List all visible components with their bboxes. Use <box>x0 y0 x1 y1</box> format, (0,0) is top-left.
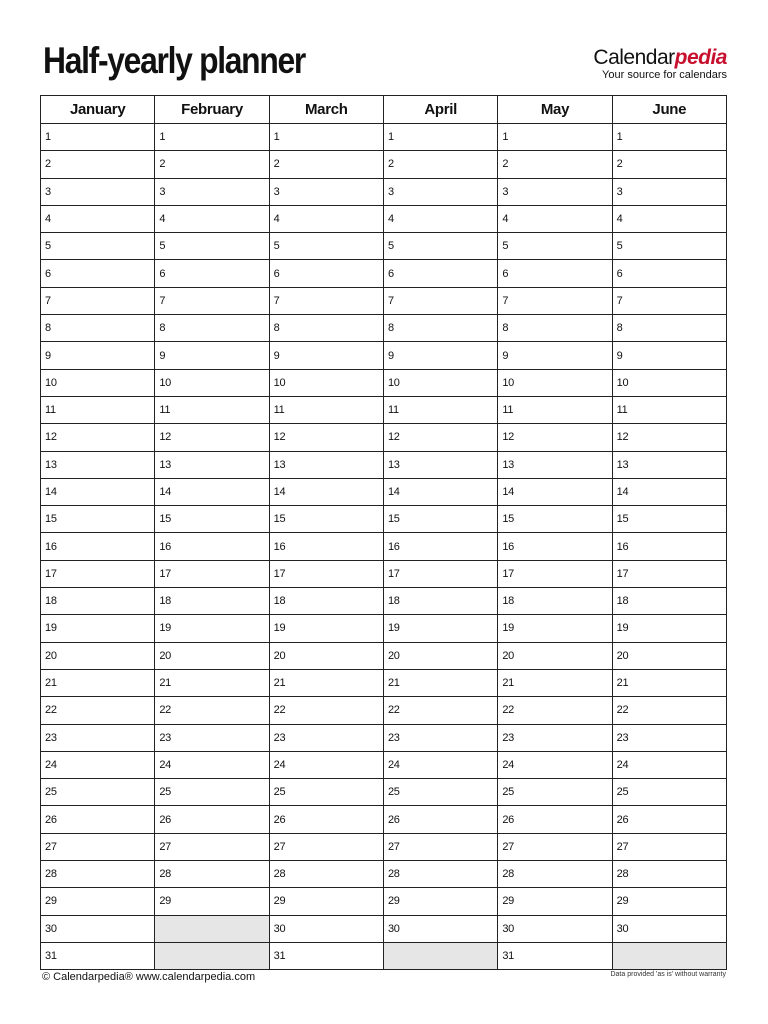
day-cell: 11 <box>612 396 726 423</box>
month-header-may: May <box>498 96 612 124</box>
day-cell: 7 <box>612 287 726 314</box>
planner-table <box>40 95 727 970</box>
day-cell: 20 <box>269 642 383 669</box>
day-cell: 15 <box>498 506 612 533</box>
day-cell: 28 <box>155 861 269 888</box>
day-cell: 24 <box>383 751 497 778</box>
brand-name-plain: Calendar <box>593 46 675 69</box>
day-cell: 20 <box>612 642 726 669</box>
day-cell: 19 <box>155 615 269 642</box>
day-cell: 20 <box>383 642 497 669</box>
day-cell: 26 <box>269 806 383 833</box>
brand-tagline: Your source for calendars <box>602 69 727 81</box>
table-row <box>41 151 727 178</box>
day-cell: 29 <box>383 888 497 915</box>
day-cell: 9 <box>155 342 269 369</box>
day-cell: 6 <box>498 260 612 287</box>
day-cell: 21 <box>383 669 497 696</box>
day-cell: 30 <box>612 915 726 942</box>
day-cell: 4 <box>155 205 269 232</box>
day-cell: 6 <box>155 260 269 287</box>
day-cell: 18 <box>383 588 497 615</box>
table-row <box>41 205 727 232</box>
day-cell: 10 <box>269 369 383 396</box>
day-cell: 3 <box>269 178 383 205</box>
day-cell: 23 <box>383 724 497 751</box>
day-cell: 14 <box>612 478 726 505</box>
day-cell: 6 <box>41 260 155 287</box>
day-cell: 1 <box>41 124 155 151</box>
day-cell: 28 <box>498 861 612 888</box>
day-cell: 3 <box>498 178 612 205</box>
day-cell: 12 <box>269 424 383 451</box>
month-header-march: March <box>269 96 383 124</box>
day-cell: 16 <box>612 533 726 560</box>
table-row <box>41 506 727 533</box>
day-cell: 25 <box>612 779 726 806</box>
table-row <box>41 669 727 696</box>
day-cell: 24 <box>41 751 155 778</box>
day-cell: 6 <box>612 260 726 287</box>
day-cell: 19 <box>383 615 497 642</box>
day-cell: 15 <box>155 506 269 533</box>
day-cell: 31 <box>269 942 383 969</box>
day-cell: 22 <box>383 697 497 724</box>
day-cell: 14 <box>269 478 383 505</box>
day-cell: 22 <box>612 697 726 724</box>
day-cell: 13 <box>41 451 155 478</box>
day-cell: 30 <box>41 915 155 942</box>
day-cell: 12 <box>612 424 726 451</box>
table-row <box>41 124 727 151</box>
day-cell: 17 <box>498 560 612 587</box>
day-cell: 27 <box>269 833 383 860</box>
day-cell: 12 <box>498 424 612 451</box>
day-cell: 8 <box>383 315 497 342</box>
day-cell: 24 <box>612 751 726 778</box>
day-cell: 3 <box>612 178 726 205</box>
day-cell: 27 <box>41 833 155 860</box>
brand-name <box>593 46 727 70</box>
day-cell: 23 <box>41 724 155 751</box>
month-header-april: April <box>383 96 497 124</box>
day-cell: 2 <box>498 151 612 178</box>
day-cell: 29 <box>41 888 155 915</box>
day-cell: 14 <box>498 478 612 505</box>
day-cell: 23 <box>155 724 269 751</box>
day-cell: 12 <box>383 424 497 451</box>
month-header-row <box>41 96 727 124</box>
day-cell: 6 <box>269 260 383 287</box>
day-cell: 10 <box>41 369 155 396</box>
day-cell: 16 <box>155 533 269 560</box>
day-cell: 10 <box>155 369 269 396</box>
day-cell: 9 <box>612 342 726 369</box>
day-cell: 1 <box>269 124 383 151</box>
day-cell: 11 <box>155 396 269 423</box>
day-cell: 7 <box>269 287 383 314</box>
table-row <box>41 478 727 505</box>
day-cell: 22 <box>498 697 612 724</box>
table-row <box>41 287 727 314</box>
day-cell: 5 <box>383 233 497 260</box>
day-cell: 7 <box>155 287 269 314</box>
day-cell: 7 <box>498 287 612 314</box>
day-cell: 27 <box>155 833 269 860</box>
day-cell: 8 <box>269 315 383 342</box>
table-row <box>41 861 727 888</box>
day-cell: 8 <box>41 315 155 342</box>
day-cell: 13 <box>383 451 497 478</box>
day-cell: 16 <box>383 533 497 560</box>
footer-disclaimer: Data provided 'as is' without warranty <box>610 971 726 978</box>
day-cell: 30 <box>269 915 383 942</box>
day-cell: 17 <box>612 560 726 587</box>
table-row <box>41 588 727 615</box>
table-row <box>41 724 727 751</box>
day-cell: 8 <box>155 315 269 342</box>
day-cell: 24 <box>269 751 383 778</box>
day-cell: 9 <box>498 342 612 369</box>
day-cell: 27 <box>612 833 726 860</box>
day-cell: 7 <box>41 287 155 314</box>
day-cell: 21 <box>41 669 155 696</box>
day-cell: 15 <box>612 506 726 533</box>
day-cell: 17 <box>383 560 497 587</box>
blank-day-cell <box>612 942 726 969</box>
day-cell: 24 <box>498 751 612 778</box>
day-cell: 20 <box>498 642 612 669</box>
table-row <box>41 697 727 724</box>
day-cell: 23 <box>498 724 612 751</box>
day-cell: 2 <box>383 151 497 178</box>
table-row <box>41 315 727 342</box>
day-cell: 31 <box>498 942 612 969</box>
day-cell: 16 <box>41 533 155 560</box>
day-cell: 15 <box>41 506 155 533</box>
day-cell: 4 <box>498 205 612 232</box>
day-cell: 25 <box>41 779 155 806</box>
day-cell: 29 <box>612 888 726 915</box>
footer-copyright: © Calendarpedia® www.calendarpedia.com <box>42 971 256 983</box>
day-cell: 18 <box>269 588 383 615</box>
table-row <box>41 233 727 260</box>
table-row <box>41 888 727 915</box>
day-cell: 30 <box>383 915 497 942</box>
day-cell: 12 <box>155 424 269 451</box>
day-cell: 24 <box>155 751 269 778</box>
day-cell: 11 <box>269 396 383 423</box>
day-cell: 3 <box>155 178 269 205</box>
day-cell: 4 <box>612 205 726 232</box>
day-cell: 21 <box>155 669 269 696</box>
day-cell: 29 <box>498 888 612 915</box>
day-cell: 20 <box>155 642 269 669</box>
table-row <box>41 779 727 806</box>
blank-day-cell <box>155 915 269 942</box>
day-cell: 22 <box>155 697 269 724</box>
day-cell: 15 <box>269 506 383 533</box>
day-cell: 3 <box>383 178 497 205</box>
day-cell: 7 <box>383 287 497 314</box>
day-cell: 2 <box>155 151 269 178</box>
day-cell: 5 <box>155 233 269 260</box>
table-row <box>41 642 727 669</box>
month-header-january: January <box>41 96 155 124</box>
day-cell: 25 <box>498 779 612 806</box>
table-row <box>41 178 727 205</box>
day-cell: 31 <box>41 942 155 969</box>
day-cell: 21 <box>612 669 726 696</box>
table-row <box>41 915 727 942</box>
table-row <box>41 942 727 969</box>
day-cell: 10 <box>383 369 497 396</box>
day-cell: 2 <box>41 151 155 178</box>
day-cell: 3 <box>41 178 155 205</box>
day-cell: 5 <box>269 233 383 260</box>
day-cell: 21 <box>498 669 612 696</box>
day-cell: 28 <box>383 861 497 888</box>
day-cell: 26 <box>155 806 269 833</box>
day-cell: 19 <box>498 615 612 642</box>
day-cell: 19 <box>269 615 383 642</box>
day-cell: 25 <box>383 779 497 806</box>
table-row <box>41 806 727 833</box>
day-cell: 23 <box>269 724 383 751</box>
day-cell: 13 <box>498 451 612 478</box>
day-cell: 18 <box>41 588 155 615</box>
day-cell: 1 <box>498 124 612 151</box>
table-row <box>41 833 727 860</box>
day-cell: 20 <box>41 642 155 669</box>
day-cell: 19 <box>612 615 726 642</box>
day-cell: 27 <box>383 833 497 860</box>
day-cell: 5 <box>41 233 155 260</box>
day-cell: 18 <box>155 588 269 615</box>
day-cell: 5 <box>498 233 612 260</box>
day-cell: 4 <box>269 205 383 232</box>
table-row <box>41 342 727 369</box>
day-cell: 28 <box>269 861 383 888</box>
table-row <box>41 396 727 423</box>
day-cell: 11 <box>498 396 612 423</box>
month-header-february: February <box>155 96 269 124</box>
blank-day-cell <box>383 942 497 969</box>
day-cell: 1 <box>383 124 497 151</box>
day-cell: 21 <box>269 669 383 696</box>
day-cell: 18 <box>498 588 612 615</box>
day-cell: 1 <box>155 124 269 151</box>
day-cell: 14 <box>155 478 269 505</box>
day-cell: 8 <box>498 315 612 342</box>
day-cell: 11 <box>41 396 155 423</box>
brand-name-accent: pedia <box>674 46 727 69</box>
day-cell: 28 <box>41 861 155 888</box>
day-cell: 23 <box>612 724 726 751</box>
month-header-june: June <box>612 96 726 124</box>
day-cell: 18 <box>612 588 726 615</box>
table-row <box>41 751 727 778</box>
day-cell: 12 <box>41 424 155 451</box>
day-cell: 26 <box>41 806 155 833</box>
blank-day-cell <box>155 942 269 969</box>
day-cell: 14 <box>383 478 497 505</box>
day-cell: 15 <box>383 506 497 533</box>
day-cell: 19 <box>41 615 155 642</box>
day-cell: 6 <box>383 260 497 287</box>
day-cell: 2 <box>612 151 726 178</box>
day-cell: 17 <box>269 560 383 587</box>
day-cell: 10 <box>498 369 612 396</box>
table-row <box>41 615 727 642</box>
table-row <box>41 260 727 287</box>
day-cell: 9 <box>41 342 155 369</box>
day-cell: 10 <box>612 369 726 396</box>
day-cell: 16 <box>269 533 383 560</box>
day-cell: 17 <box>41 560 155 587</box>
day-cell: 5 <box>612 233 726 260</box>
day-cell: 14 <box>41 478 155 505</box>
table-row <box>41 424 727 451</box>
table-row <box>41 560 727 587</box>
table-row <box>41 533 727 560</box>
day-cell: 1 <box>612 124 726 151</box>
day-cell: 25 <box>269 779 383 806</box>
day-cell: 13 <box>155 451 269 478</box>
table-row <box>41 451 727 478</box>
day-cell: 26 <box>498 806 612 833</box>
day-cell: 26 <box>383 806 497 833</box>
planner-body <box>41 124 727 970</box>
day-cell: 29 <box>269 888 383 915</box>
day-cell: 9 <box>269 342 383 369</box>
day-cell: 26 <box>612 806 726 833</box>
day-cell: 17 <box>155 560 269 587</box>
day-cell: 30 <box>498 915 612 942</box>
day-cell: 4 <box>41 205 155 232</box>
day-cell: 4 <box>383 205 497 232</box>
day-cell: 28 <box>612 861 726 888</box>
day-cell: 22 <box>41 697 155 724</box>
day-cell: 8 <box>612 315 726 342</box>
day-cell: 13 <box>612 451 726 478</box>
day-cell: 13 <box>269 451 383 478</box>
day-cell: 11 <box>383 396 497 423</box>
day-cell: 2 <box>269 151 383 178</box>
table-row <box>41 369 727 396</box>
page-title: Half-yearly planner <box>43 40 305 81</box>
day-cell: 29 <box>155 888 269 915</box>
day-cell: 9 <box>383 342 497 369</box>
day-cell: 25 <box>155 779 269 806</box>
day-cell: 16 <box>498 533 612 560</box>
day-cell: 22 <box>269 697 383 724</box>
day-cell: 27 <box>498 833 612 860</box>
brand-logo <box>593 46 727 81</box>
